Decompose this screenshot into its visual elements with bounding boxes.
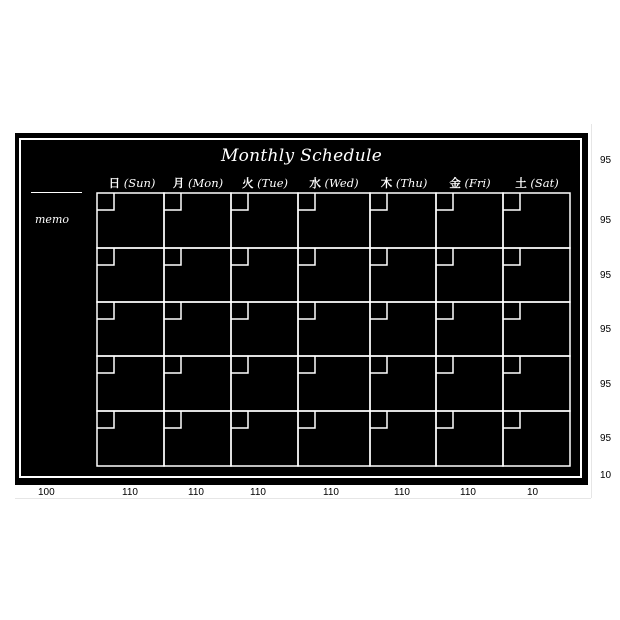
weekday-kanji: 月 [172, 176, 185, 190]
weekday-english: (Thu) [392, 176, 428, 190]
weekday-header [166, 175, 230, 191]
row-height-label: 95 [600, 433, 612, 444]
weekday-english: (Mon) [184, 176, 224, 190]
weekday-kanji: 火 [241, 176, 254, 190]
memo-underline [31, 192, 82, 193]
column-width-label: 110 [122, 487, 138, 498]
weekday-kanji: 日 [108, 176, 121, 190]
weekday-kanji: 木 [380, 176, 393, 190]
row-height-label: 95 [600, 270, 612, 281]
weekday-header [233, 175, 297, 191]
row-height-label: 95 [600, 215, 612, 226]
memo-label: memo [35, 213, 69, 226]
row-height-label: 95 [600, 379, 612, 390]
column-width-label: 110 [188, 487, 204, 498]
weekday-kanji: 土 [515, 176, 527, 190]
column-width-label: 100 [38, 487, 55, 498]
weekday-header [438, 175, 502, 191]
weekday-english: (Tue) [253, 176, 288, 190]
weekday-english: (Wed) [320, 176, 359, 190]
weekday-english: (Sat) [526, 176, 559, 190]
board-title: Monthly Schedule [220, 146, 383, 166]
bottom-dimension-ruler [15, 498, 591, 499]
column-width-label: 110 [250, 487, 266, 498]
weekday-kanji: 金 [449, 176, 461, 190]
column-width-label: 110 [394, 487, 410, 498]
weekday-header [100, 175, 164, 191]
weekday-english: (Fri) [460, 176, 491, 190]
row-height-label: 10 [600, 470, 612, 481]
weekday-header [372, 175, 436, 191]
weekday-header [505, 175, 569, 191]
row-height-label: 95 [600, 155, 612, 166]
weekday-kanji: 水 [309, 176, 321, 190]
weekday-header [302, 175, 366, 191]
row-height-label: 95 [600, 324, 612, 335]
column-width-label: 110 [460, 487, 476, 498]
column-width-label: 10 [527, 487, 539, 498]
column-width-label: 110 [323, 487, 339, 498]
weekday-english: (Sun) [120, 176, 156, 190]
